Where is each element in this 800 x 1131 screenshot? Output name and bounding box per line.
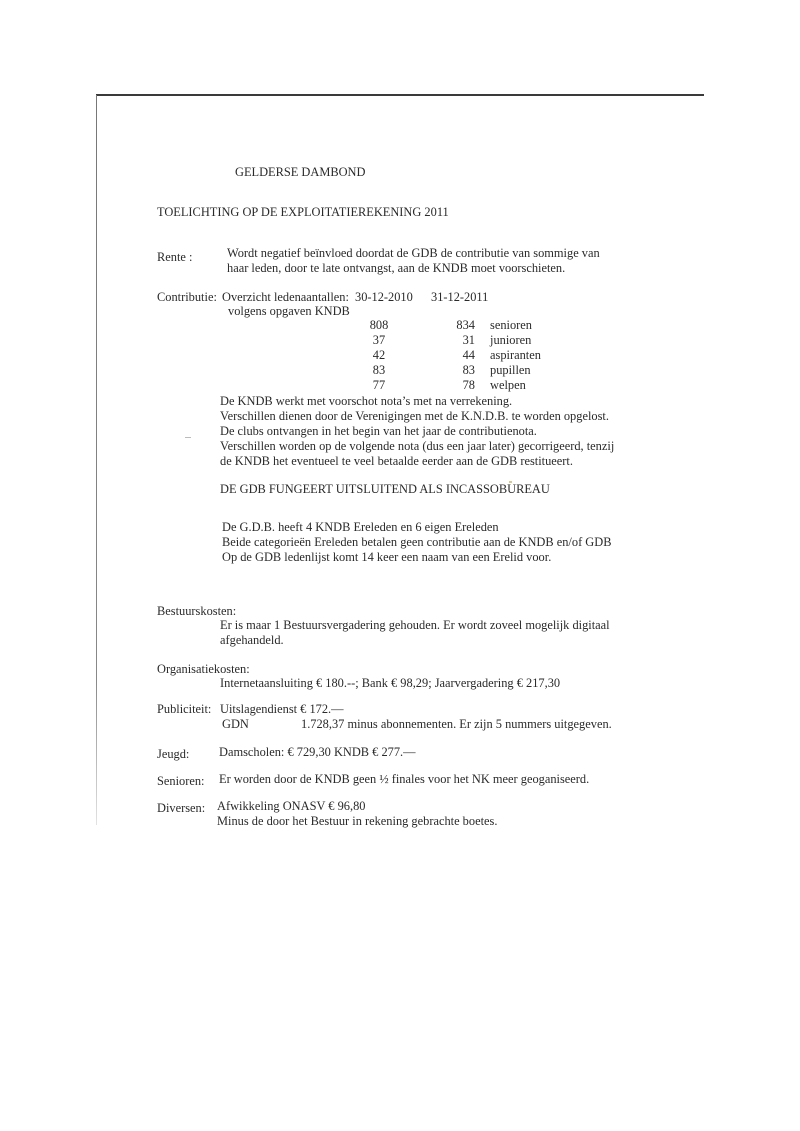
category-label: aspiranten [490,348,541,362]
members-2011-value: 44 [462,348,475,362]
members-2010-column [359,318,399,393]
top-border-line [96,94,704,96]
section-label-publiciteit: Publiciteit: [157,702,212,716]
bestuurskosten-text [220,618,610,648]
note-line: De KNDB werkt met voorschot nota’s met na verrekening. [220,394,513,408]
members-2011-value: 834 [456,318,475,332]
source-label: volgens opgaven KNDB [228,304,350,318]
section-label-bestuurskosten: Bestuurskosten: [157,604,237,618]
column-header-2010: 30-12-2010 [355,290,413,304]
members-2011-column [443,318,475,393]
organization-name: GELDERSE DAMBOND [235,165,366,179]
incasso-statement: DE GDB FUNGEERT UITSLUITEND ALS INCASSOBUREAU [220,482,550,496]
document-title: TOELICHTING OP DE EXPLOITATIEREKENING 2011 [157,205,449,219]
members-2010-value: 37 [372,333,386,347]
category-label: welpen [490,378,526,392]
ereleden-line: De G.D.B. heeft 4 KNDB Ereleden en 6 eigen Ereleden [222,520,499,534]
members-2010-value: 77 [372,378,386,392]
note-line: De clubs ontvangen in het begin van het jaar de contributienota. [220,424,537,438]
column-header-2011: 31-12-2011 [431,290,489,304]
bestuurskosten-line: afgehandeld. [220,633,284,647]
publiciteit-gdn-label: GDN [222,717,249,731]
members-2010-value: 808 [369,318,389,332]
ereleden-line: Beide categorieën Ereleden betalen geen contributie aan de KNDB en/of GDB [222,535,612,549]
organisatiekosten-text: Internetaansluiting € 180.--; Bank € 98,29; Jaarvergadering € 217,30 [220,676,561,690]
rente-line: Wordt negatief beïnvloed doordat de GDB de contributie van sommige van [227,246,600,260]
contributie-notes [220,394,614,469]
section-label-organisatiekosten: Organisatiekosten: [157,662,250,676]
category-label: junioren [490,333,532,347]
rente-text [227,246,600,276]
section-label-contributie: Contributie: [157,290,217,304]
members-2010-value: 83 [372,363,386,377]
members-2011-value: 83 [462,363,475,377]
rente-line: haar leden, door te late ontvangst, aan de KNDB moet voorschieten. [227,261,566,275]
note-line: de KNDB het eventueel te veel betaalde eerder aan de GDB restitueert. [220,454,573,468]
members-2010-value: 42 [372,348,386,362]
diversen-text [217,799,497,829]
section-label-rente: Rente : [157,250,193,264]
bestuurskosten-line: Er is maar 1 Bestuursvergadering gehouden. Er wordt zoveel mogelijk digitaal [220,618,610,632]
ereleden-text [222,520,611,565]
section-label-senioren: Senioren: [157,774,205,788]
publiciteit-line1: Uitslagendienst € 172.— [220,702,344,716]
section-label-jeugd: Jeugd: [157,747,190,761]
ereleden-line: Op de GDB ledenlijst komt 14 keer een naam van een Erelid voor. [222,550,552,564]
members-2011-value: 78 [462,378,475,392]
note-line: Verschillen dienen door de Verenigingen met de K.N.D.B. te worden opgelost. [220,409,609,423]
overview-label: Overzicht ledenaantallen: [222,290,349,304]
left-border-line [96,95,97,825]
section-label-diversen: Diversen: [157,801,206,815]
category-label: senioren [490,318,532,332]
publiciteit-gdn-text: 1.728,37 minus abonnementen. Er zijn 5 nummers uitgegeven. [301,717,612,731]
diversen-line: Afwikkeling ONASV € 96,80 [217,799,366,813]
members-2011-value: 31 [462,333,475,347]
scan-speck [185,437,191,438]
note-line: Verschillen worden op de volgende nota (dus een jaar later) gecorrigeerd, tenzij [220,439,615,453]
diversen-line: Minus de door het Bestuur in rekening gebrachte boetes. [217,814,498,828]
category-column [490,318,541,393]
jeugd-text: Damscholen: € 729,30 KNDB € 277.— [219,745,416,759]
senioren-text: Er worden door de KNDB geen ½ finales voor het NK meer geoganiseerd. [219,772,590,786]
category-label: pupillen [490,363,531,377]
